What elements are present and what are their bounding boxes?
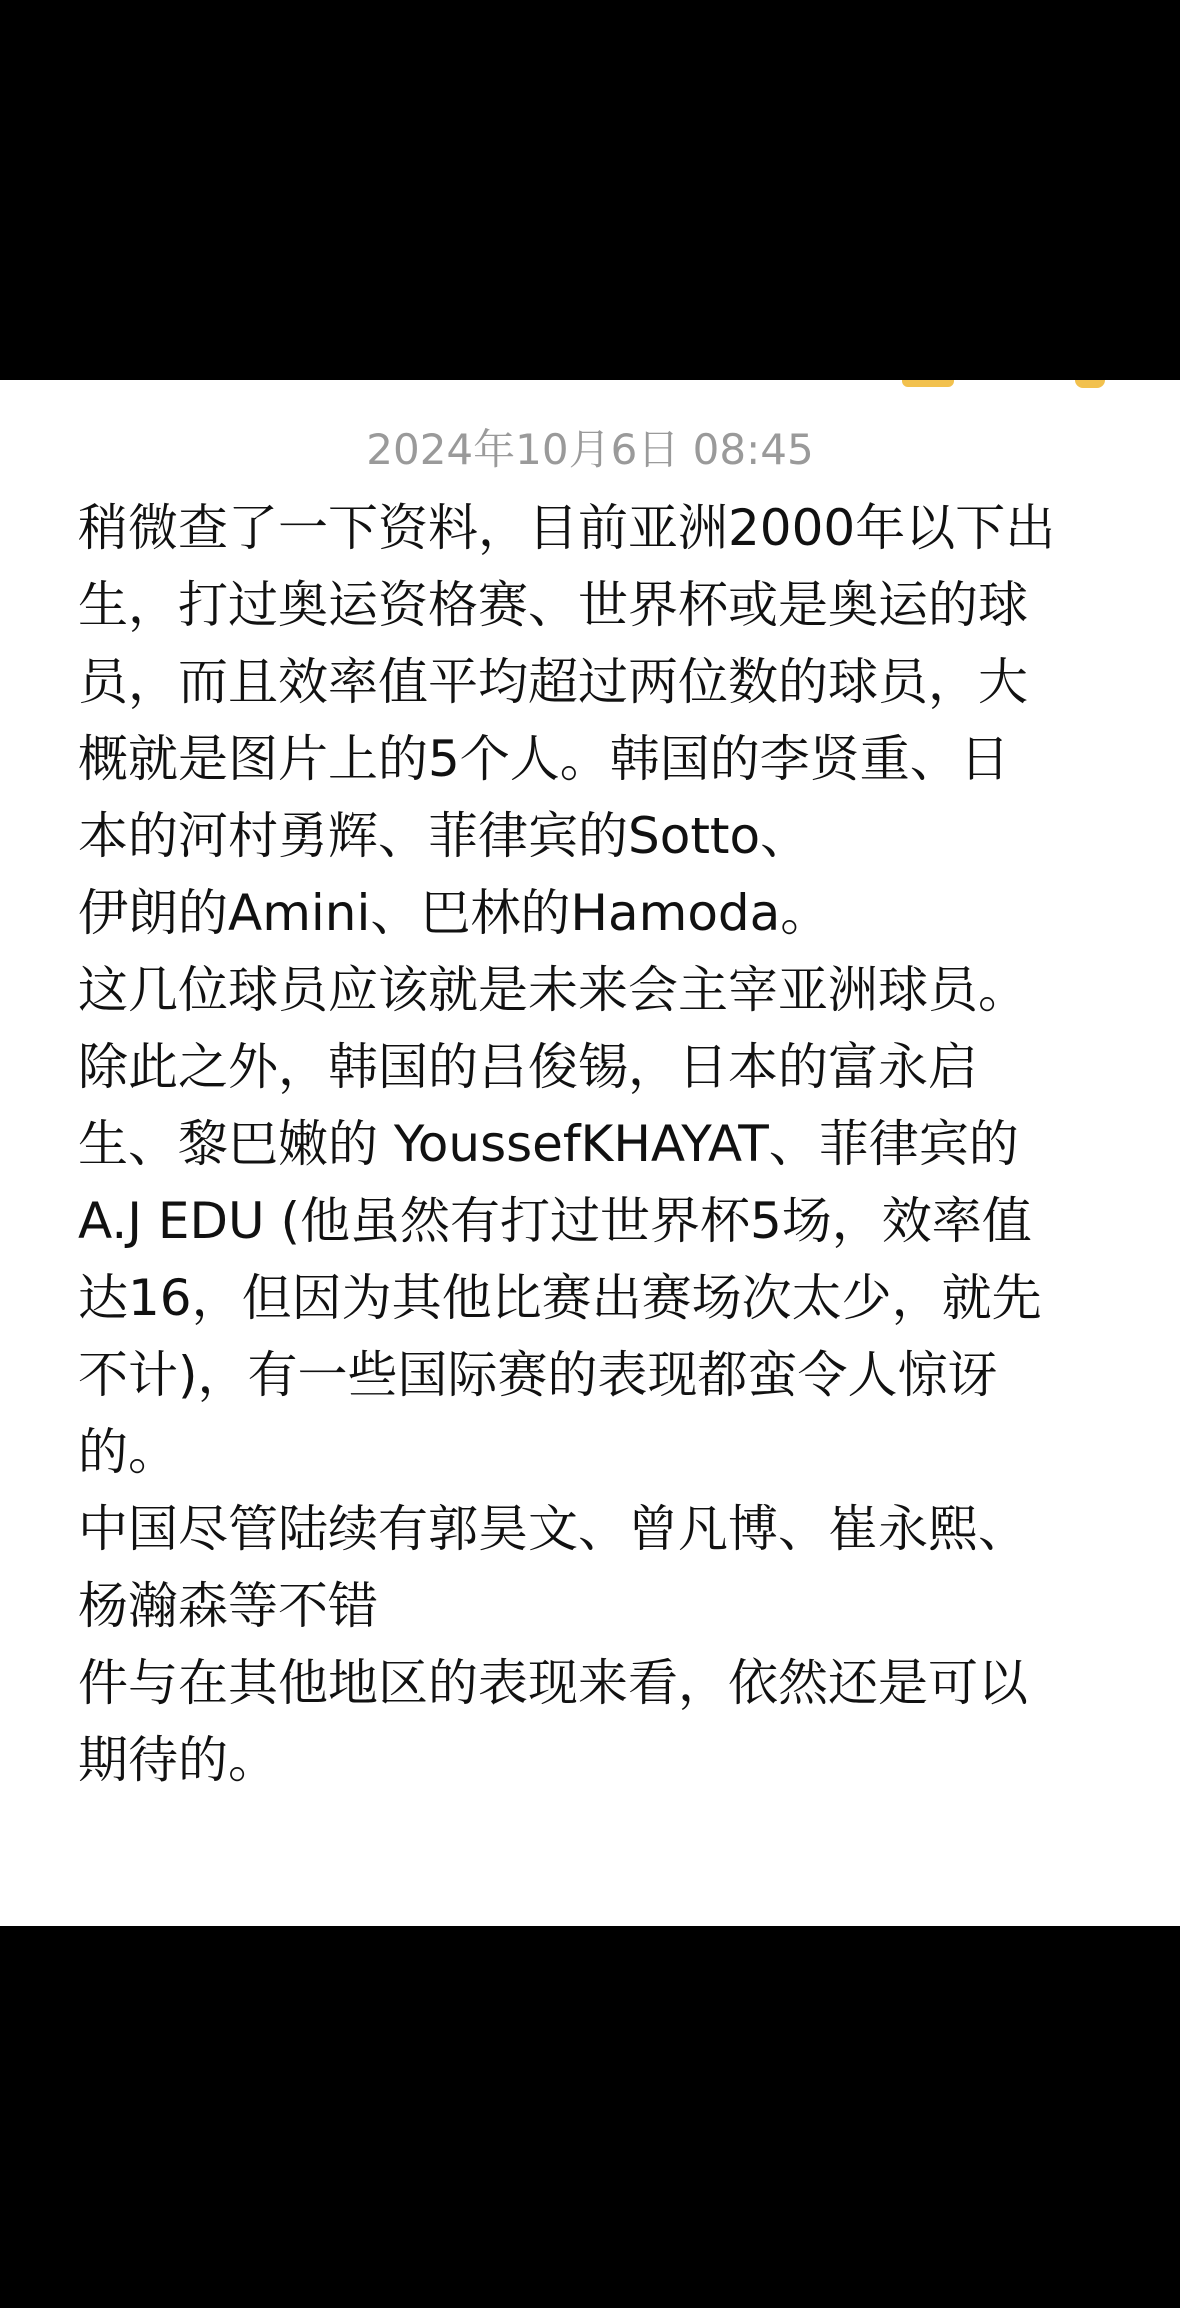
toolbar-peek-edge xyxy=(902,380,954,387)
note-line: 伊朗的Amini、巴林的Hamoda。 xyxy=(78,884,831,942)
note-timestamp: 2024年10月6日 08:45 xyxy=(366,425,814,474)
note-line: 杨瀚森等不错 xyxy=(78,1577,378,1635)
toolbar-peek-circle xyxy=(1075,380,1105,388)
note-line: 概就是图片上的5个人。韩国的李贤重、日 xyxy=(78,730,1010,788)
note-line: 员，而且效率值平均超过两位数的球员，大 xyxy=(78,653,1028,711)
bottom-black-area xyxy=(0,1926,1180,2308)
note-line: 生、黎巴嫩的 YoussefKHAYAT、菲律宾的 xyxy=(78,1115,1019,1173)
note-body[interactable] xyxy=(78,490,1118,1799)
note-line: 不计)，有一些国际赛的表现都蛮令人惊讶 xyxy=(78,1346,998,1404)
note-line: 稍微查了一下资料，目前亚洲2000年以下出 xyxy=(78,499,1056,557)
note-line: 本的河村勇辉、菲律宾的Sotto、 xyxy=(78,807,811,865)
note-line: 件与在其他地区的表现来看，依然还是可以 xyxy=(78,1654,1028,1712)
note-line: 期待的。 xyxy=(78,1731,278,1789)
top-black-area xyxy=(0,0,1180,380)
note-line: 的。 xyxy=(78,1423,178,1481)
note-card xyxy=(0,380,1180,1926)
note-line: 达16，但因为其他比赛出赛场次太少，就先 xyxy=(78,1269,1042,1327)
note-line: 这几位球员应该就是未来会主宰亚洲球员。 xyxy=(78,961,1028,1019)
note-line: 中国尽管陆续有郭昊文、曾凡博、崔永熙、 xyxy=(78,1500,1028,1558)
note-line: A.J EDU (他虽然有打过世界杯5场，效率值 xyxy=(78,1192,1032,1250)
note-line: 除此之外，韩国的吕俊锡，日本的富永启 xyxy=(78,1038,978,1096)
note-line: 生，打过奥运资格赛、世界杯或是奥运的球 xyxy=(78,576,1028,634)
